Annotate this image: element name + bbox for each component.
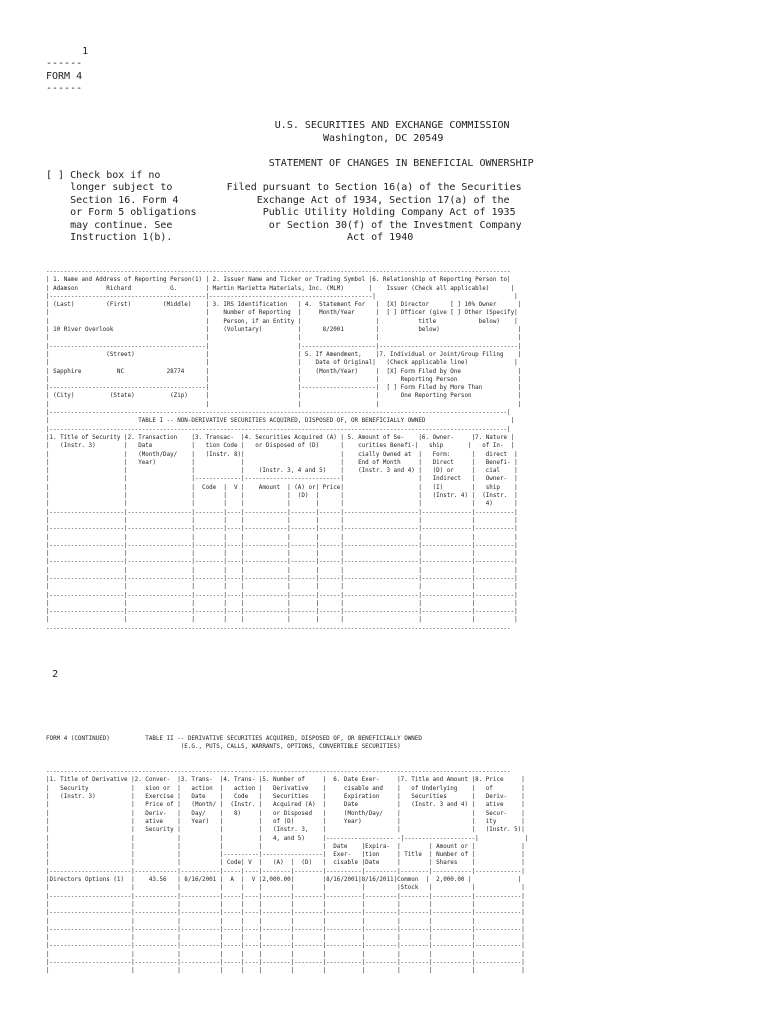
page2-form-line: ----------------------------------------------------------------------------------------------------------------------------------- (46, 769, 511, 776)
page1-header-line (46, 96, 534, 108)
page1-form-line: |---------------------|------------------|--------|----|------------|-------|------|---------------------|--------------|-----------| (46, 575, 518, 582)
page1-form-line: | | Number of Reporting | Month/Year | [ ] Officer (give [ ] Other (Specify| (46, 310, 518, 317)
page1-form-line: | 10 River Overlook | (Voluntary) | 8/2001 | below) | (46, 327, 522, 334)
page1-header-line: [ ] Check box if no (46, 170, 161, 182)
page1-form-line: |1. Title of Security |2. Transaction |3. Transac- |4. Securities Acquired (A) | 5. Amount of Se- |6. Owner- |7. Nature | (46, 434, 515, 441)
page2-form-line: (E.G., PUTS, CALLS, WARRANTS, OPTIONS, CONVERTIBLE SECURITIES) (46, 744, 401, 751)
page1-form-line: |---------------------------------------------------------------------------------------------------------------------------------| (46, 410, 511, 417)
page1-form-line: |---------------------|------------------|--------|----|------------|-------|------|---------------------|--------------|-----------| (46, 509, 518, 516)
page2-form-line: |-----------------------|------------|-----------|-----|----|--------|--------|----------|---------|--------|-----------|-------------| (46, 960, 525, 967)
page2-form-line: | | | | | 4, and 5) |------------------- -|--------------------| | (46, 835, 529, 842)
page1-form-line: | | | | | (46, 401, 522, 408)
page1-header (46, 46, 534, 245)
page2-form-line: |-----------------------|------------|-----------|-----|----|--------|--------|----------|---------|--------|-----------|-------------| (46, 943, 525, 950)
page1-form-line: | 1. Name and Address of Reporting Person(1) | 2. Issuer Name and Ticker or Trading Symbol |6. Relationship of Reporting Person to| (46, 277, 511, 284)
page2-form-line (46, 760, 528, 768)
page1-form-line: | (City) (State) (Zip) | | | One Reporting Person | (46, 393, 522, 400)
page1-form-line: | (Street) | | 5. If Amendment, |7. Individual or Joint/Group Filing | (46, 351, 522, 358)
page1-form-line: | | | | | | (D) | | | (Instr. 4) | (Instr. | (46, 493, 518, 500)
page1-form-tables (46, 268, 521, 633)
page1-header-line: Washington, DC 20549 (46, 132, 444, 144)
page1-form-line: | | | | | | | | | | | (46, 534, 518, 541)
page1-form-line: | (Last) (First) (Middle) | 3. IRS Identification | 4. Statement For | [X] Director [ ] 10% Owner | (46, 302, 522, 309)
page2-form-line: | | Deriv- | Day/ | 8) | or Disposed | (Month/Day/ | | Secur- | (46, 810, 525, 817)
page1-form-line: | | | | | (46, 335, 522, 342)
page1-form-line: | | | Code | V | Amount | (A) or| Price| | (I) | ship | (46, 484, 518, 491)
page1-form-line: | | | | (Instr. 3, 4 and 5) | (Instr. 3 and 4) | (D) or | cial | (46, 468, 518, 475)
page1-header-line: Section 16. Form 4 Exchange Act of 1934, Section 17(a) of the (46, 194, 510, 206)
page1-form-line: | | | | | | | | | | | (46, 517, 518, 524)
page1-form-line: | Sapphire NC 28774 | | (Month/Year) | [X] Form Filed by One | (46, 368, 522, 375)
page2-form-line: | Security | sion or | action | action | Derivative | cisable and | of Underlying | of | (46, 785, 525, 792)
page1-header-line: STATEMENT OF CHANGES IN BENEFICIAL OWNERSHIP (46, 157, 534, 169)
page2-form-line: | | Security | | | (Instr. 3, | | | (Instr. 5)| (46, 827, 525, 834)
page1-form-line: |---------------------|------------------|--------|----|------------|-------|------|---------------------|--------------|-----------| (46, 609, 518, 616)
page2-form-line: |Directors Options (1) | 43.56 | 8/16/2001 | A | V |2,000.00| |8/16/2001|8/16/2011|Common | 2,000.00 | | (46, 877, 522, 884)
page1-header-line: ------ (46, 83, 83, 95)
page2-form-line: | | | | | | | | | | | | | (46, 951, 525, 958)
page2-form-line: | | | | | | | | | | | | | (46, 901, 525, 908)
page1-header-line (46, 145, 534, 157)
page2-form-line (46, 752, 528, 760)
page1-form-line: |---------------------|------------------|--------|----|------------|-------|------|---------------------|--------------|-----------| (46, 542, 518, 549)
page2-form-line: | | | | | | Date |Expira- | | Amount or | | (46, 843, 525, 850)
page2-derivative-table (46, 735, 528, 976)
page1-header-line (46, 108, 534, 120)
page1-form-line: | | | | | | | | | | | (46, 617, 518, 624)
page1-form-line: | Adamson Richard G. | Martin Marietta Materials, Inc. (MLM) | Issuer (Check all applicable) | (46, 285, 515, 292)
page1-header-line: may continue. See or Section 30(f) of the Investment Company (46, 219, 522, 231)
page2-form-line: FORM 4 (CONTINUED) TABLE II -- DERIVATIVE SECURITIES ACQUIRED, DISPOSED OF, OR BENEFICIALLY OWNED (46, 736, 422, 742)
page1-form-line: | | | | Reporting Person | (46, 376, 522, 383)
page2-form-line: | (Instr. 3) | Exercise | Date | Code | Securities | Expiration | Securities | Deriv- | (46, 794, 525, 801)
page1-header-line: longer subject to Filed pursuant to Section 16(a) of the Securities (46, 182, 522, 194)
page1-header-line: U.S. SECURITIES AND EXCHANGE COMMISSION (46, 120, 510, 132)
page1-form-line: |---------------------------------------------------------------------------------------------------------------------------------| (46, 426, 511, 433)
page1-form-line: | | | | | | | | | | | (46, 584, 518, 591)
page1-form-line: | TABLE I -- NON-DERIVATIVE SECURITIES ACQUIRED, DISPOSED OF, OR BENEFICIALLY OWNED | (46, 418, 515, 425)
page1-form-line: | | | | | | | | | | | (46, 567, 518, 574)
page1-header-line: FORM 4 (46, 70, 83, 82)
page2-form-line: | | | | | | | | | | | | | (46, 918, 525, 925)
page1-form-line: | | | Date of Original| (Check applicable line) | (46, 360, 518, 367)
page1-form-line: | | | | | | | | | | | (46, 600, 518, 607)
page2-form-line: | | ative | Year) | | of (D) | Year) | | ity | (46, 818, 525, 825)
page2-form-line: | | | | | | | | | | | | | (46, 935, 525, 942)
page1-form-line: |--------------------------------------------|----------------------------------------------| | (46, 293, 518, 300)
page1-form-line: | | (Month/Day/ | (Instr. 8)| | cially Owned at | Form: | direct | (46, 451, 518, 458)
page1-form-line: ----------------------------------------------------------------------------------------------------------------------------------- (46, 269, 511, 275)
page1-form-line: | | Person, if an Entity | | title below) | (46, 318, 518, 325)
page1-form-line: | | | | | | | | | | 4) | (46, 501, 518, 508)
page2-form-line: |-----------------------|------------|-----------|-----|----|--------|--------|----------|---------|--------|-----------|-------------| (46, 926, 525, 933)
page1-form-line: | | |-------------|---------------------------| | Indirect | Owner- | (46, 476, 518, 483)
page1-header-line: 1 (46, 46, 89, 57)
page1-header-line: or Form 5 obligations Public Utility Holding Company Act of 1935 (46, 207, 516, 219)
page2-form-line: | | | |----------|-----------------| Exer- |tion | Title | Number of | | (46, 852, 525, 859)
page2-form-line: | | | | | | | | | |Stock | | | (46, 885, 525, 892)
page2-form-line: |-----------------------|------------|-----------|-----|----|--------|--------|----------|---------|--------|-----------|-------------| (46, 868, 525, 875)
page1-form-line: | (Instr. 3) | Date | tion Code | or Disposed of (D) | curities Benefi-| ship | of In- | (46, 443, 515, 450)
page2-form-line: | | | | Code| V | (A) | (D) | cisable |Date | | Shares | | (46, 860, 525, 867)
page2-form-line: | | Price of | (Month/ | (Instr. | Acquired (A) | Date | (Instr. 3 and 4) | ative | (46, 802, 525, 809)
page1-header-line: ------ (46, 58, 83, 70)
page1-form-line: | | | | | | | | | | | (46, 551, 518, 558)
page2-number: 2 (16, 669, 59, 680)
page2-form-line: |-----------------------|------------|-----------|-----|----|--------|--------|----------|---------|--------|-----------|-------------| (46, 910, 525, 917)
page2-form-line: | | | | | | | | | | | | | (46, 968, 525, 975)
page1-form-line: | | Year) | | | End of Month | Direct | Benefi- | (46, 459, 518, 466)
page2-form-line: |-----------------------|------------|-----------|-----|----|--------|--------|----------|---------|--------|-----------|-------------| (46, 893, 525, 900)
page2-form-line: |1. Title of Derivative |2. Conver- |3. Trans- |4. Trans- |5. Number of | 6. Date Exer- |7. Title and Amount |8. Price | (46, 777, 525, 784)
page1-form-line: |--------------------------------------------| |---------------------|---------------------------------------| (46, 343, 522, 350)
page1-form-line: |--------------------------------------------| |---------------------| [ ] Form Filed by More Than | (46, 385, 522, 392)
page1-form-line: |---------------------|------------------|--------|----|------------|-------|------|---------------------|--------------|-----------| (46, 526, 518, 533)
page1-form-line: |---------------------|------------------|--------|----|------------|-------|------|---------------------|--------------|-----------| (46, 559, 518, 566)
page1-form-line: |---------------------|------------------|--------|----|------------|-------|------|---------------------|--------------|-----------| (46, 592, 518, 599)
page1-header-line: Instruction 1(b). Act of 1940 (46, 232, 414, 244)
page1-form-line: ----------------------------------------------------------------------------------------------------------------------------------- (46, 625, 511, 632)
